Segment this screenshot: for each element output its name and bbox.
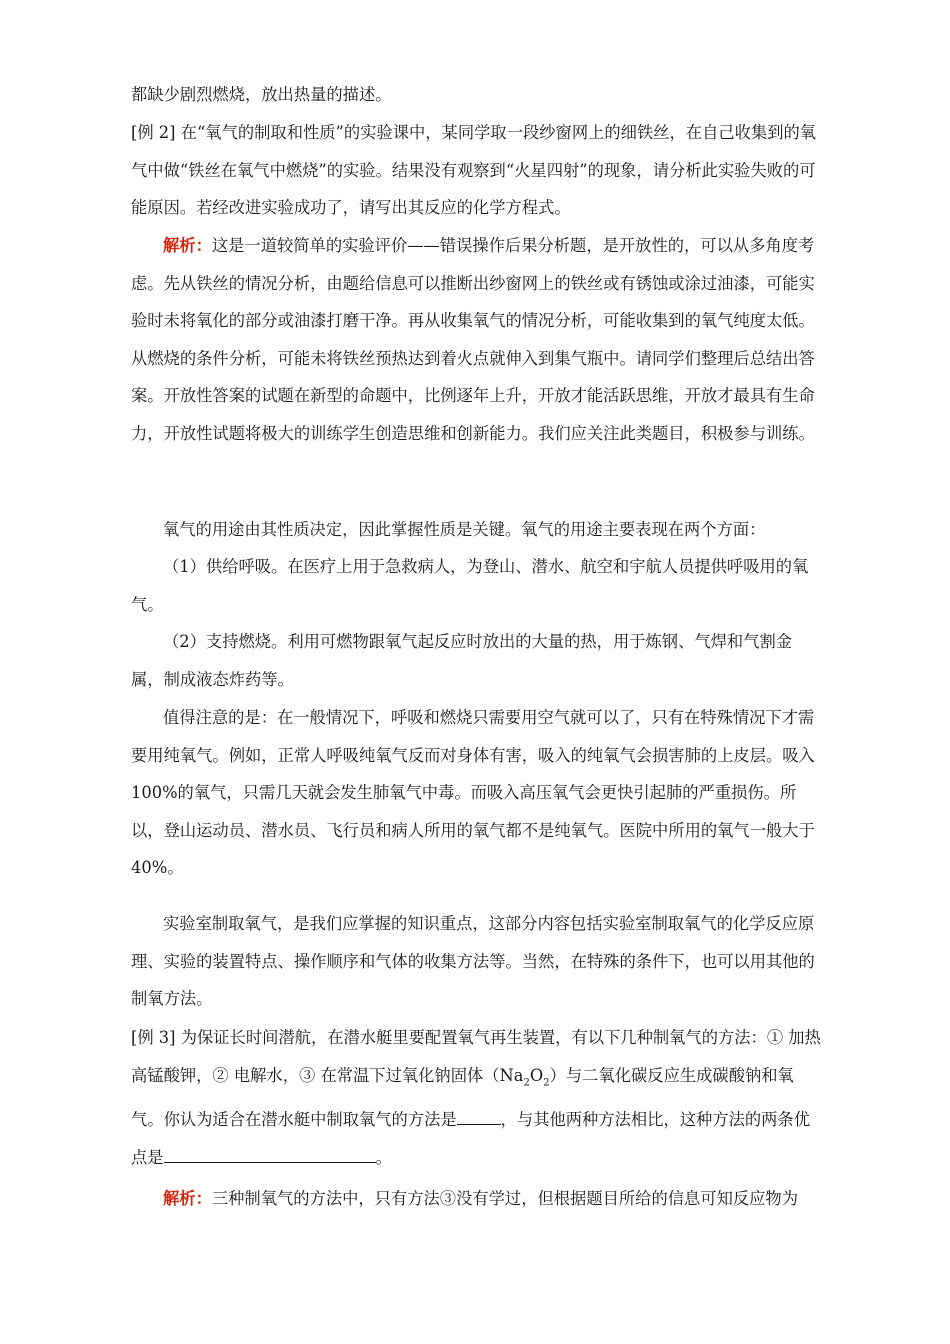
answer-blank-advantages[interactable] xyxy=(164,1145,376,1163)
oxygen-use-combustion: （2）支持燃烧。利用可燃物跟氧气起反应时放出的大量的热，用于炼钢、气焊和气割金属，制成液态炸药等。 xyxy=(131,632,793,689)
example-3-question xyxy=(131,1019,821,1176)
oxygen-use-breathing: （1）供给呼吸。在医疗上用于急救病人，为登山、潜水、航空和宇航人员提供呼吸用的氧气。 xyxy=(131,557,809,614)
oxygen-uses-intro: 氧气的用途由其性质决定，因此掌握性质是关键。氧气的用途主要表现在两个方面： xyxy=(163,520,766,539)
subscript-2: 2 xyxy=(543,1076,550,1088)
analysis-label: 解析： xyxy=(163,236,212,255)
lab-preparation-paragraph: 实验室制取氧气，是我们应掌握的知识重点，这部分内容包括实验室制取氧气的化学反应原理、实验的装置特点、操作顺序和气体的收集方法等。当然，在特殊的条件下，也可以用其他的制氧方法。 xyxy=(131,914,815,1008)
question-text-1: [例 3] 为保证长时间潜航，在潜水艇里要配置氧气再生装置，有以下几种制氧气的方法：① 加热高锰酸钾，② 电解水，③ 在常温下过氧化钠固体（Na xyxy=(131,1028,821,1085)
example-3-analysis xyxy=(131,1180,821,1218)
example-2-analysis xyxy=(131,227,821,452)
question-text-4: ，与其他两种方法相比，这种方法的两条优点是 xyxy=(131,1110,810,1167)
analysis-label: 解析： xyxy=(163,1189,212,1208)
analysis-text: 三种制氧气的方法中，只有方法③没有学过，但根据题目所给的信息可知反应物为 xyxy=(211,1189,798,1208)
question-text-2: O xyxy=(529,1065,544,1085)
answer-blank-method[interactable] xyxy=(457,1107,501,1125)
example-2-question: [例 2] 在“氧气的制取和性质”的实验课中，某同学取一段纱窗网上的细铁丝，在自己收集到的氧气中做“铁丝在氧气中燃烧”的实验。结果没有观察到“火星四射”的现象，请分析此实验失败的可能原因。若经改进实验成功了，请写出其反应的化学方程式。 xyxy=(131,123,817,217)
analysis-text: 这是一道较简单的实验评价——错误操作后果分析题，是开放性的，可以从多角度考虑。先从铁丝的情况分析，由题给信息可以推断出纱窗网上的铁丝或有锈蚀或涂过油漆，可能实验时未将氧化的部分或油漆打磨干净。再从收集氧气的情况分析，可能收集到的氧气纯度太低。从燃烧的条件分析，可能未将铁丝预热达到着火点就伸入到集气瓶中。请同学们整理后总结出答案。开放性答案的试题在新型的命题中，比例逐年上升，开放才能活跃思维，开放才最具有生命力，开放性试题将极大的训练学生创造思维和创新能力。我们应关注此类题目，积极参与训练。 xyxy=(131,236,815,443)
subscript-1: 2 xyxy=(523,1076,530,1088)
question-text-5: 。 xyxy=(375,1147,392,1167)
paragraph-continuation: 都缺少剧烈燃烧，放出热量的描述。 xyxy=(131,85,392,104)
oxygen-note: 值得注意的是：在一般情况下，呼吸和燃烧只需要用空气就可以了，只有在特殊情况下才需要用纯氧气。例如，正常人呼吸纯氧气反而对身体有害，吸入的纯氧气会损害肺的上皮层。吸入 100%的氧气，只需几天就会发生肺氧气中毒。而吸入高压氧气会更快引起肺的严重损伤。所以，登山运动员、潜水员、飞行员和病人所用的氧气都不是纯氧气。医院中所用的氧气一般大于 40%。 xyxy=(131,708,815,877)
question-text-3: ）与二氧化碳反应生成碳酸钠和氧气。你认为适合在潜水艇中制取氧气的方法是 xyxy=(131,1065,794,1130)
